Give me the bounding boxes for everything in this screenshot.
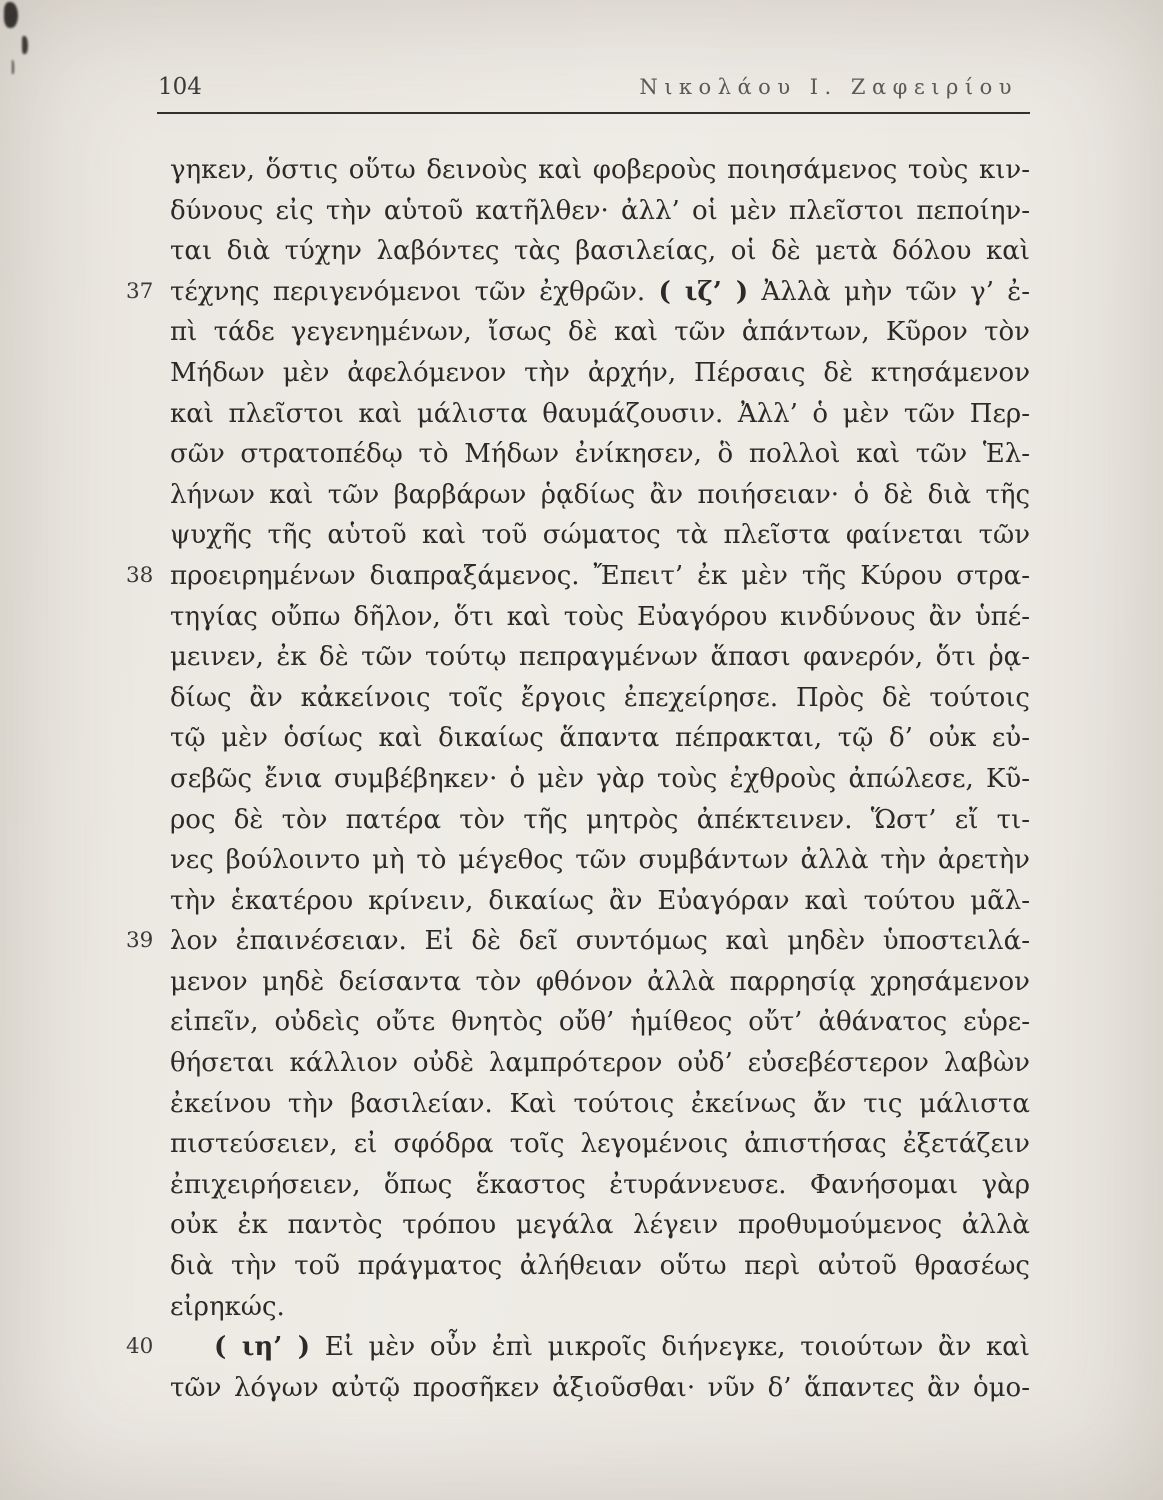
running-header: Νικολάου Ι. Ζαφειρίου — [639, 75, 1018, 99]
text-line — [126, 921, 1030, 962]
text-line — [170, 353, 1030, 394]
section-number: 40 — [126, 1334, 154, 1360]
line-text: ρος δὲ τὸν πατέρα τὸν τῆς μητρὸς ἀπέκτεινεν. Ὥστ’ εἴ τι- — [170, 804, 1030, 835]
text-line — [170, 191, 1030, 232]
text-line — [170, 231, 1030, 272]
line-text: λήνων καὶ τῶν βαρβάρων ῥᾳδίως ἂν ποιήσειαν· ὁ δὲ διὰ τῆς — [170, 479, 1030, 510]
line-text: σεβῶς ἔνια συμβέβηκεν· ὁ μὲν γὰρ τοὺς ἐχθροὺς ἀπώλεσε, Κῦ- — [170, 763, 1030, 794]
section-number: 39 — [126, 928, 154, 954]
line-text: ( ιη’ ) Εἰ μὲν οὖν ἐπὶ μικροῖς διήνεγκε, τοιούτων ἂν καὶ — [214, 1332, 1030, 1363]
section-number: 38 — [126, 562, 154, 588]
header-rule — [157, 112, 1030, 114]
text-line — [170, 1084, 1030, 1125]
text-line — [170, 759, 1030, 800]
line-text: νες βούλοιντο μὴ τὸ μέγεθος τῶν συμβάντων ἀλλὰ τὴν ἀρετὴν — [170, 845, 1030, 876]
text-line — [170, 1043, 1030, 1084]
line-text: καὶ πλεῖστοι καὶ μάλιστα θαυμάζουσιν. Ἀλλ’ ὁ μὲν τῶν Περ- — [170, 398, 1030, 429]
line-text: ἐπιχειρήσειεν, ὅπως ἕκαστος ἐτυράννευσε. Φανήσομαι γὰρ — [170, 1169, 1030, 1200]
text-line — [126, 1327, 1030, 1368]
text-line — [126, 272, 1030, 313]
page-number: 104 — [158, 74, 202, 100]
text-line — [170, 1002, 1030, 1043]
text-line — [170, 515, 1030, 556]
line-text: θήσεται κάλλιον οὐδὲ λαμπρότερον οὐδ’ εὐσεβέστερον λαβὼν — [170, 1048, 1030, 1079]
text-line — [170, 1205, 1030, 1246]
line-text: διὰ τὴν τοῦ πράγματος ἀλήθειαν οὕτω περὶ αὐτοῦ θρασέως — [170, 1251, 1030, 1282]
text-line — [170, 1124, 1030, 1165]
text-line — [170, 597, 1030, 638]
text-line — [170, 1165, 1030, 1206]
text-line — [170, 881, 1030, 922]
line-text: τῷ μὲν ὁσίως καὶ δικαίως ἅπαντα πέπρακται, τῷ δ’ οὐκ εὐ- — [170, 723, 1030, 754]
line-text: γηκεν, ὅστις οὕτω δεινοὺς καὶ φοβεροὺς ποιησάμενος τοὺς κιν- — [170, 155, 1030, 185]
section-number: 37 — [126, 278, 154, 304]
line-text: προειρημένων διαπραξάμενος. Ἔπειτ’ ἐκ μὲν τῆς Κύρου στρα- — [170, 560, 1030, 591]
line-text: πιστεύσειεν, εἰ σφόδρα τοῖς λεγομένοις ἀπιστήσας ἐξετάζειν — [170, 1129, 1030, 1160]
text-line — [170, 718, 1030, 759]
line-text: μενον μηδὲ δείσαντα τὸν φθόνον ἀλλὰ παρρησίᾳ χρησάμενον — [170, 966, 1030, 997]
line-text: σῶν στρατοπέδῳ τὸ Μήδων ἐνίκησεν, ὃ πολλοὶ καὶ τῶν Ἑλ- — [170, 439, 1030, 470]
text-line — [170, 150, 1030, 191]
line-text: τῶν λόγων αὐτῷ προσῆκεν ἀξιοῦσθαι· νῦν δ’ ἅπαντες ἂν ὁμο- — [170, 1372, 1030, 1403]
line-text: μεινεν, ἐκ δὲ τῶν τούτῳ πεπραγμένων ἅπασι φανερόν, ὅτι ῥᾳ- — [170, 642, 1030, 673]
line-text: δύνους εἰς τὴν αὑτοῦ κατῆλθεν· ἀλλ’ οἱ μὲν πλεῖστοι πεποίην- — [170, 195, 1030, 226]
line-text: εἰρηκώς. — [170, 1291, 285, 1322]
text-line — [170, 394, 1030, 435]
line-text: ται διὰ τύχην λαβόντες τὰς βασιλείας, οἱ δὲ μετὰ δόλου καὶ — [170, 236, 1030, 267]
text-line — [170, 840, 1030, 881]
text-line — [170, 678, 1030, 719]
text-line — [170, 1246, 1030, 1287]
line-text: Μήδων μὲν ἀφελόμενον τὴν ἀρχήν, Πέρσαις δὲ κτησάμενον — [170, 357, 1030, 388]
line-text: τὴν ἑκατέρου κρίνειν, δικαίως ἂν Εὐαγόραν καὶ τούτου μᾶλ- — [170, 885, 1030, 916]
page-body — [126, 150, 1030, 1408]
line-text: τέχνης περιγενόμενοι τῶν ἐχθρῶν. ( ιζ’ ) Ἀλλὰ μὴν τῶν γ’ ἐ- — [170, 276, 1030, 307]
line-text: δίως ἂν κἀκείνοις τοῖς ἔργοις ἐπεχείρησε. Πρὸς δὲ τούτοις — [170, 682, 1030, 713]
line-text: πὶ τάδε γεγενημένων, ἴσως δὲ καὶ τῶν ἁπάντων, Κῦρον τὸν — [170, 317, 1030, 348]
text-line — [170, 475, 1030, 516]
text-line — [170, 800, 1030, 841]
line-text: εἰπεῖν, οὐδεὶς οὔτε θνητὸς οὔθ’ ἡμίθεος οὔτ’ ἀθάνατος εὑρε- — [170, 1007, 1030, 1038]
text-line — [170, 434, 1030, 475]
text-line — [170, 637, 1030, 678]
text-line — [170, 312, 1030, 353]
text-line — [170, 1287, 1030, 1328]
text-line — [126, 556, 1030, 597]
text-line — [170, 1368, 1030, 1409]
line-text: ψυχῆς τῆς αὑτοῦ καὶ τοῦ σώματος τὰ πλεῖστα φαίνεται τῶν — [170, 520, 1030, 551]
line-text: οὐκ ἐκ παντὸς τρόπου μεγάλα λέγειν προθυμούμενος ἀλλὰ — [170, 1210, 1030, 1241]
scan-artifact — [4, 2, 18, 28]
line-text: λον ἐπαινέσειαν. Εἰ δὲ δεῖ συντόμως καὶ μηδὲν ὑποστειλά- — [170, 926, 1030, 957]
line-text: ἐκείνου τὴν βασιλείαν. Καὶ τούτοις ἐκείνως ἄν τις μάλιστα — [170, 1088, 1030, 1119]
line-text: τηγίας οὔπω δῆλον, ὅτι καὶ τοὺς Εὐαγόρου κινδύνους ἂν ὑπέ- — [170, 601, 1030, 632]
text-line — [170, 962, 1030, 1003]
page-header — [158, 74, 1018, 100]
